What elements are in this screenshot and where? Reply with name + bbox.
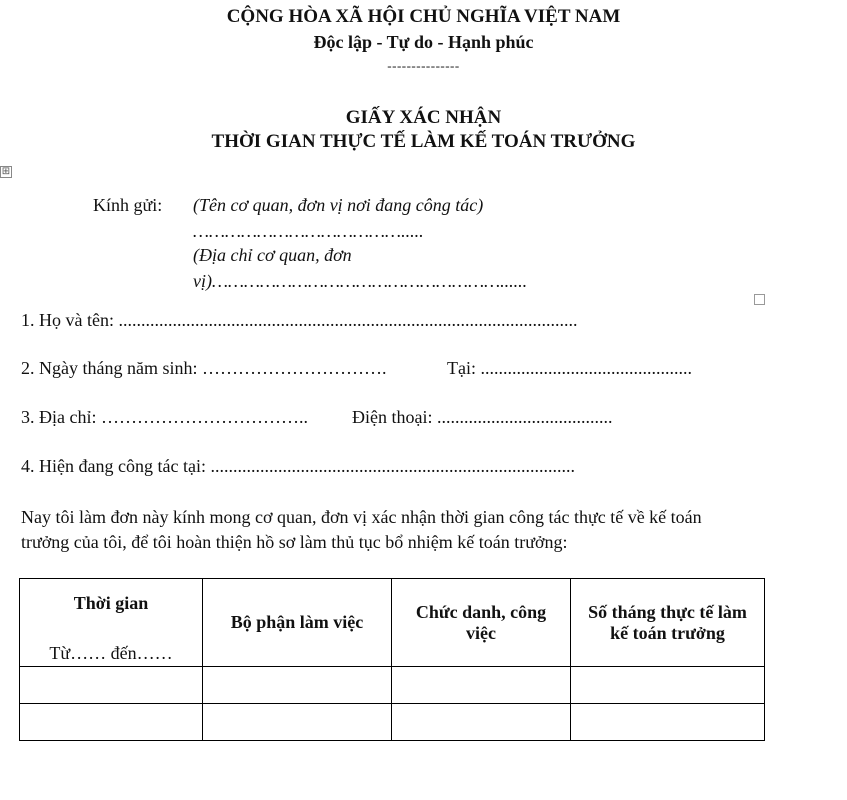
document-title: GIẤY XÁC NHẬN bbox=[345, 107, 502, 128]
table-row bbox=[20, 667, 765, 704]
document-subtitle: THỜI GIAN THỰC TẾ LÀM KẾ TOÁN TRƯỞNG bbox=[211, 131, 636, 152]
header-divider: --------------- bbox=[387, 58, 460, 73]
header-time-label: Thời gian bbox=[73, 593, 149, 613]
addressee-label: Kính gửi: bbox=[93, 195, 163, 215]
nation-header: CỘNG HÒA XÃ HỘI CHỦ NGHĨA VIỆT NAM bbox=[226, 6, 621, 27]
field-phone: Điện thoại: ....................................... bbox=[352, 407, 613, 427]
field-birth-date: 2. Ngày tháng năm sinh: …………………………. bbox=[21, 358, 387, 378]
work-history-table bbox=[19, 578, 765, 741]
table-cell[interactable] bbox=[203, 667, 392, 704]
field-address: 3. Địa chỉ: …………………………….. bbox=[21, 407, 308, 427]
header-cell-position[interactable] bbox=[392, 579, 571, 667]
header-cell-time[interactable] bbox=[20, 579, 203, 667]
header-cell-months[interactable] bbox=[571, 579, 765, 667]
field-birth-place: Tại: ............................................... bbox=[447, 358, 692, 378]
header-department-label: Bộ phận làm việc bbox=[230, 612, 364, 632]
header-months-line2: kế toán trưởng bbox=[610, 622, 725, 643]
table-cell[interactable] bbox=[392, 704, 571, 741]
header-position-line1: Chức danh, công bbox=[415, 601, 547, 622]
header-time-range: Từ…… đến…… bbox=[49, 643, 173, 663]
header-months-line1: Số tháng thực tế làm bbox=[588, 601, 747, 622]
table-move-handle-icon[interactable]: ⊞ bbox=[1, 166, 11, 177]
field-full-name: 1. Họ và tên: ...................................................................................................... bbox=[21, 310, 578, 330]
addressee-org-name: (Tên cơ quan, đơn vị nơi đang công tác) bbox=[193, 195, 484, 215]
table-cell[interactable] bbox=[571, 704, 765, 741]
field-workplace: 4. Hiện đang công tác tại: ................................................................................. bbox=[21, 456, 575, 476]
header-cell-department[interactable] bbox=[203, 579, 392, 667]
table-row bbox=[20, 704, 765, 741]
motto: Độc lập - Tự do - Hạnh phúc bbox=[313, 32, 534, 52]
table-cell[interactable] bbox=[571, 667, 765, 704]
request-paragraph-line2: trưởng của tôi, để tôi hoàn thiện hồ sơ làm thủ tục bổ nhiệm kế toán trưởng: bbox=[21, 532, 568, 552]
request-paragraph-line1: Nay tôi làm đơn này kính mong cơ quan, đơn vị xác nhận thời gian công tác thực tế về kế toán bbox=[21, 507, 702, 527]
table-resize-handle[interactable] bbox=[754, 294, 765, 305]
addressee-address-dots: vị)………………………………………………...... bbox=[193, 271, 528, 291]
table-cell[interactable] bbox=[203, 704, 392, 741]
addressee-org-dots: …………………………………..... bbox=[193, 221, 424, 241]
table-cell[interactable] bbox=[20, 704, 203, 741]
addressee-address-label: (Địa chỉ cơ quan, đơn bbox=[193, 245, 352, 265]
header-position-line2: việc bbox=[466, 622, 496, 643]
table-cell[interactable] bbox=[20, 667, 203, 704]
table-cell[interactable] bbox=[392, 667, 571, 704]
table-header-row bbox=[20, 579, 765, 667]
